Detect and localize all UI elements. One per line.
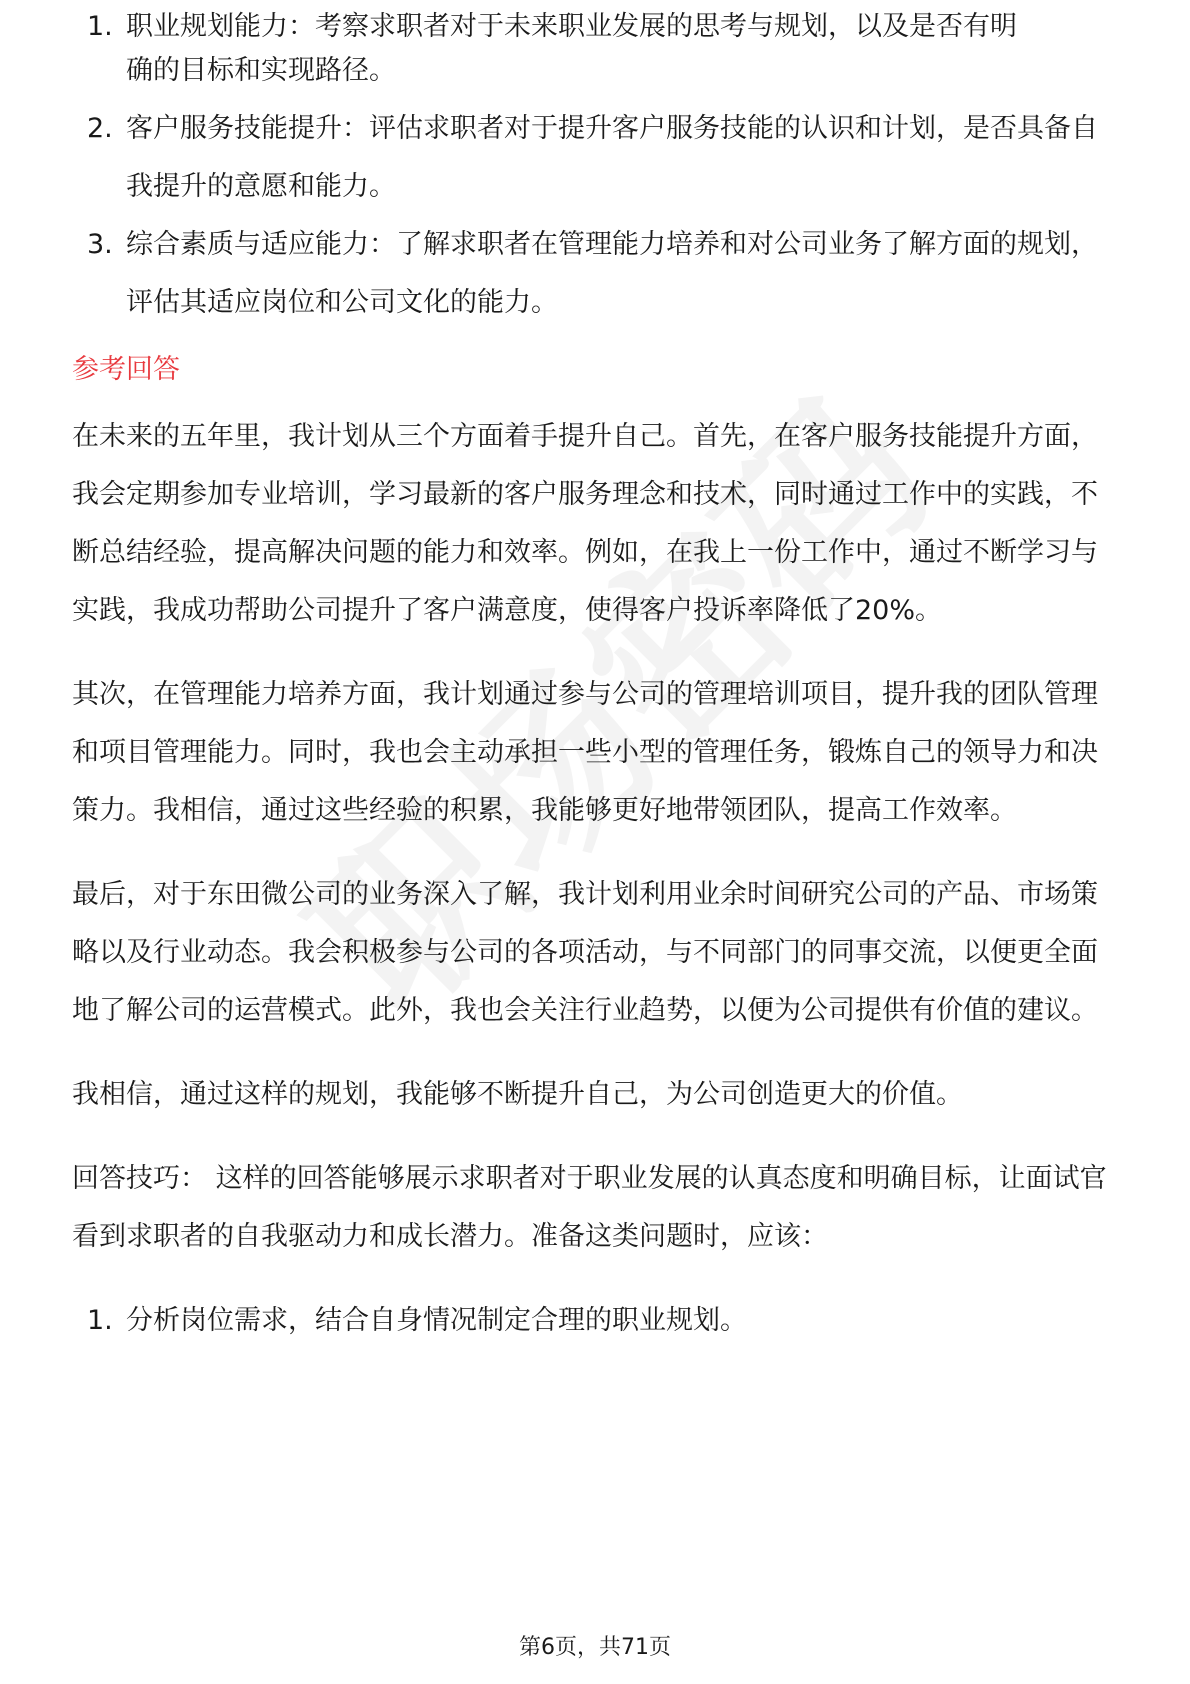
list-item-partial [72, 8, 1122, 42]
list-text: 确的目标和实现路径。 [126, 55, 396, 86]
list-number: 1. [87, 11, 113, 42]
page-footer: 第6页，共71页 [519, 1635, 671, 1660]
page-content [72, 11, 1122, 1350]
list-item [72, 1292, 1122, 1350]
list-text: 职业规划能力：考察求职者对于未来职业发展的思考与规划，以及是否有明 [126, 11, 1017, 42]
list-text: 客户服务技能提升：评估求职者对于提升客户服务技能的认识和计划，是否具备自我提升的意愿和能力。 [126, 113, 1098, 202]
list-number: 3. [87, 229, 113, 260]
paragraph: 最后，对于东田微公司的业务深入了解，我计划利用业余时间研究公司的产品、市场策略以及行业动态。我会积极参与公司的各项活动，与不同部门的同事交流，以便更全面地了解公司的运营模式。此外，我也会关注行业趋势，以便为公司提供有价值的建议。 [72, 879, 1098, 1026]
list-text: 综合素质与适应能力：了解求职者在管理能力培养和对公司业务了解方面的规划，评估其适应岗位和公司文化的能力。 [126, 229, 1098, 318]
list-text: 分析岗位需求，结合自身情况制定合理的职业规划。 [126, 1305, 747, 1336]
paragraph: 其次，在管理能力培养方面，我计划通过参与公司的管理培训项目，提升我的团队管理和项目管理能力。同时，我也会主动承担一些小型的管理任务，锻炼自己的领导力和决策力。我相信，通过这些经验的积累，我能够更好地带领团队，提高工作效率。 [72, 679, 1098, 826]
list-item [72, 100, 1122, 216]
paragraph: 我相信，通过这样的规划，我能够不断提升自己，为公司创造更大的价值。 [72, 1079, 963, 1110]
list-number: 2. [87, 113, 113, 144]
list-item [72, 216, 1122, 332]
section-heading: 参考回答 [72, 354, 180, 385]
list-number: 1. [87, 1305, 113, 1336]
paragraph-tips: 回答技巧： 这样的回答能够展示求职者对于职业发展的认真态度和明确目标，让面试官看到求职者的自我驱动力和成长潜力。准备这类问题时，应该： [72, 1163, 1107, 1252]
list-item-continued [72, 42, 1122, 100]
paragraph: 在未来的五年里，我计划从三个方面着手提升自己。首先，在客户服务技能提升方面，我会定期参加专业培训，学习最新的客户服务理念和技术，同时通过工作中的实践，不断总结经验，提高解决问题的能力和效率。例如，在我上一份工作中，通过不断学习与实践，我成功帮助公司提升了客户满意度，使得客户投诉率降低了20%。 [72, 421, 1098, 626]
list-item [72, 8, 1122, 42]
